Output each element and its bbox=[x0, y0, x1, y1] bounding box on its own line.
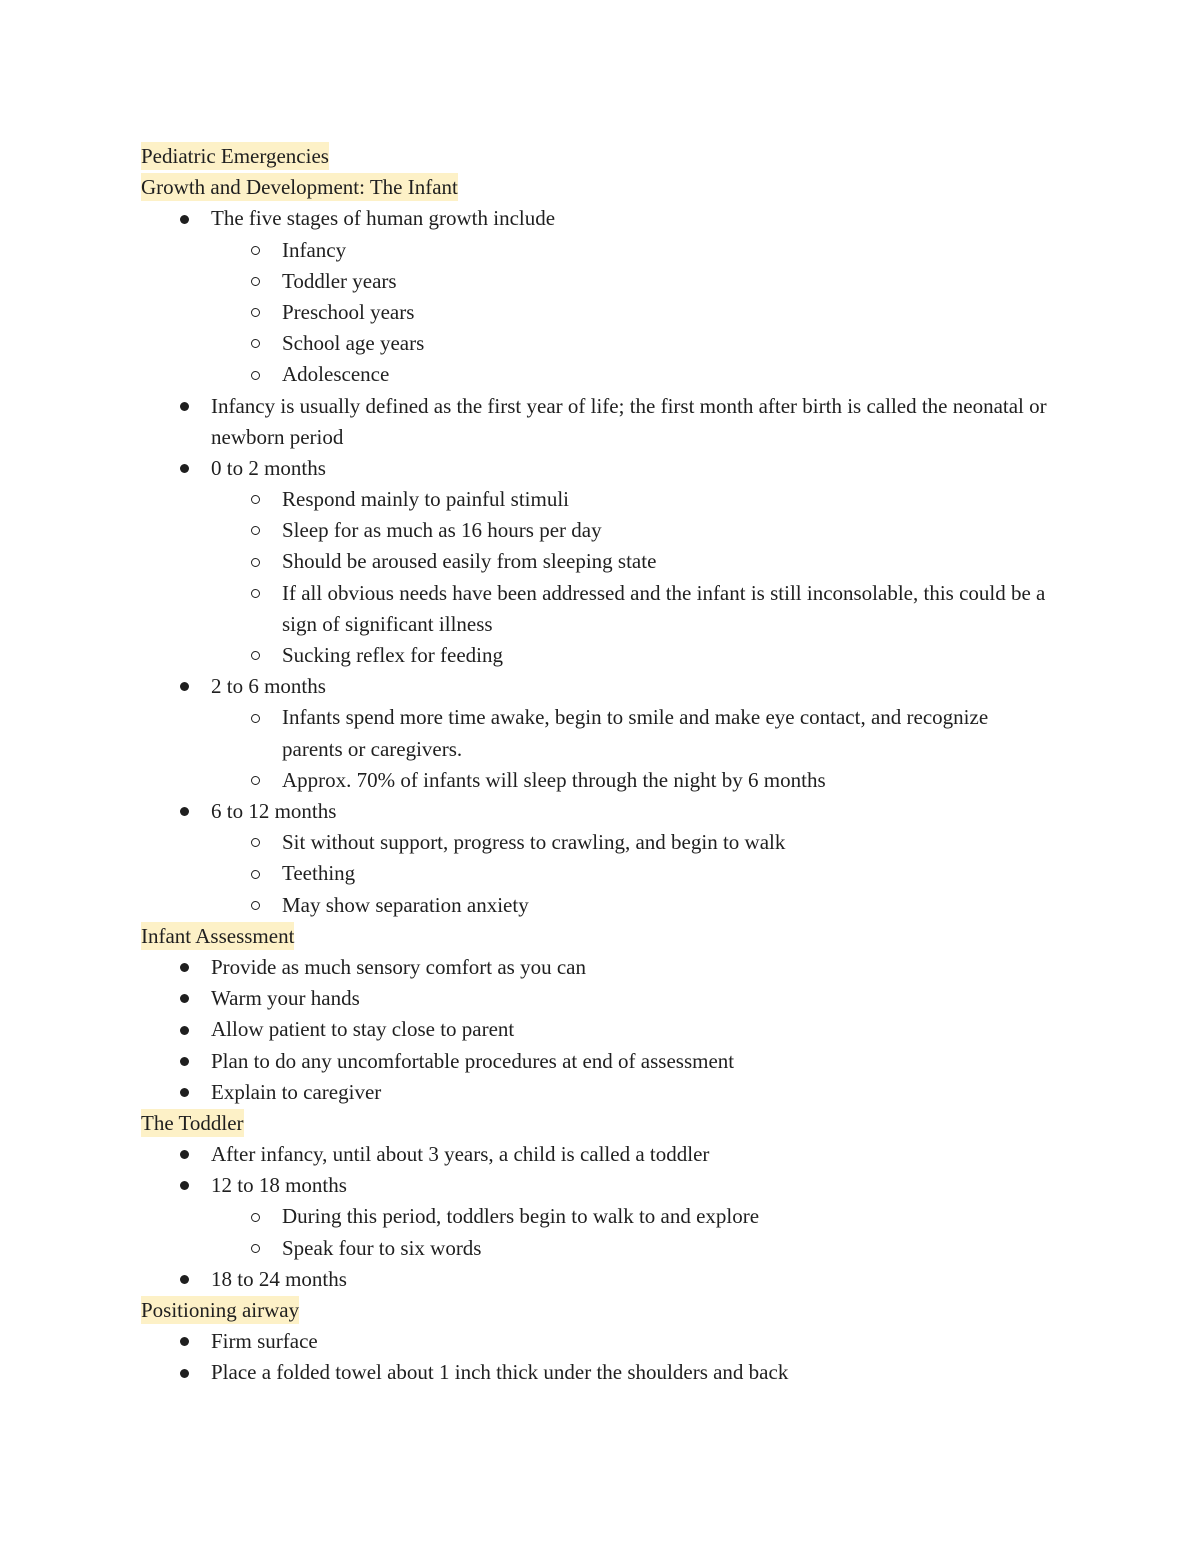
list-item: Preschool years bbox=[141, 297, 1051, 328]
bullet-icon bbox=[177, 952, 191, 983]
circle-bullet-icon bbox=[248, 827, 262, 858]
list-item: 0 to 2 months bbox=[141, 453, 1051, 484]
list-item: School age years bbox=[141, 328, 1051, 359]
bullet-icon bbox=[177, 1170, 191, 1201]
list-item: Respond mainly to painful stimuli bbox=[141, 484, 1051, 515]
bullet-icon bbox=[177, 796, 191, 827]
heading-growth: Growth and Development: The Infant bbox=[141, 175, 458, 200]
circle-bullet-icon bbox=[248, 266, 262, 297]
list-item: 6 to 12 months bbox=[141, 796, 1051, 827]
bullet-icon bbox=[177, 391, 191, 422]
circle-bullet-icon bbox=[248, 640, 262, 671]
list-item: Infants spend more time awake, begin to smile and make eye contact, and recognize parents or caregivers. bbox=[141, 702, 1051, 764]
circle-bullet-icon bbox=[248, 702, 262, 733]
list-item: Warm your hands bbox=[141, 983, 1051, 1014]
list-item: 2 to 6 months bbox=[141, 671, 1051, 702]
list-item: Teething bbox=[141, 858, 1051, 889]
list-item: Explain to caregiver bbox=[141, 1077, 1051, 1108]
list-item: 12 to 18 months bbox=[141, 1170, 1051, 1201]
bullet-icon bbox=[177, 1326, 191, 1357]
bullet-icon bbox=[177, 1139, 191, 1170]
bullet-icon bbox=[177, 1014, 191, 1045]
list-item: 18 to 24 months bbox=[141, 1264, 1051, 1295]
circle-bullet-icon bbox=[248, 235, 262, 266]
circle-bullet-icon bbox=[248, 359, 262, 390]
circle-bullet-icon bbox=[248, 328, 262, 359]
heading-airway: Positioning airway bbox=[141, 1298, 300, 1323]
list-item: Place a folded towel about 1 inch thick under the shoulders and back bbox=[141, 1357, 1051, 1388]
list-item: Infancy bbox=[141, 235, 1051, 266]
bullet-icon bbox=[177, 1264, 191, 1295]
heading-toddler: The Toddler bbox=[141, 1110, 244, 1135]
list-item: Plan to do any uncomfortable procedures at end of assessment bbox=[141, 1046, 1051, 1077]
list-item: Firm surface bbox=[141, 1326, 1051, 1357]
bullet-icon bbox=[177, 1357, 191, 1388]
bullet-icon bbox=[177, 1046, 191, 1077]
doc-title: Pediatric Emergencies bbox=[141, 144, 329, 168]
circle-bullet-icon bbox=[248, 297, 262, 328]
list-item: Sleep for as much as 16 hours per day bbox=[141, 515, 1051, 546]
list-item: May show separation anxiety bbox=[141, 890, 1051, 921]
circle-bullet-icon bbox=[248, 515, 262, 546]
list-item: Adolescence bbox=[141, 359, 1051, 390]
list-item: After infancy, until about 3 years, a child is called a toddler bbox=[141, 1139, 1051, 1170]
circle-bullet-icon bbox=[248, 858, 262, 889]
circle-bullet-icon bbox=[248, 890, 262, 921]
bullet-icon bbox=[177, 203, 191, 234]
circle-bullet-icon bbox=[248, 765, 262, 796]
document-page bbox=[141, 141, 1051, 1389]
circle-bullet-icon bbox=[248, 1233, 262, 1264]
bullet-icon bbox=[177, 671, 191, 702]
list-item: The five stages of human growth include bbox=[141, 203, 1051, 234]
list-item: If all obvious needs have been addressed and the infant is still inconsolable, this could be a sign of significant illness bbox=[141, 578, 1051, 640]
list-item: Speak four to six words bbox=[141, 1233, 1051, 1264]
list-item: During this period, toddlers begin to walk to and explore bbox=[141, 1201, 1051, 1232]
list-item: Provide as much sensory comfort as you can bbox=[141, 952, 1051, 983]
bullet-icon bbox=[177, 983, 191, 1014]
list-item: Toddler years bbox=[141, 266, 1051, 297]
list-item: Approx. 70% of infants will sleep through the night by 6 months bbox=[141, 765, 1051, 796]
heading-assessment: Infant Assessment bbox=[141, 923, 295, 948]
circle-bullet-icon bbox=[248, 484, 262, 515]
list-item: Infancy is usually defined as the first year of life; the first month after birth is called the neonatal or newborn period bbox=[141, 391, 1051, 453]
list-item: Allow patient to stay close to parent bbox=[141, 1014, 1051, 1045]
bullet-icon bbox=[177, 1077, 191, 1108]
circle-bullet-icon bbox=[248, 546, 262, 577]
list-item: Should be aroused easily from sleeping state bbox=[141, 546, 1051, 577]
bullet-icon bbox=[177, 453, 191, 484]
circle-bullet-icon bbox=[248, 578, 262, 609]
list-item: Sit without support, progress to crawling, and begin to walk bbox=[141, 827, 1051, 858]
list-item: Sucking reflex for feeding bbox=[141, 640, 1051, 671]
circle-bullet-icon bbox=[248, 1201, 262, 1232]
